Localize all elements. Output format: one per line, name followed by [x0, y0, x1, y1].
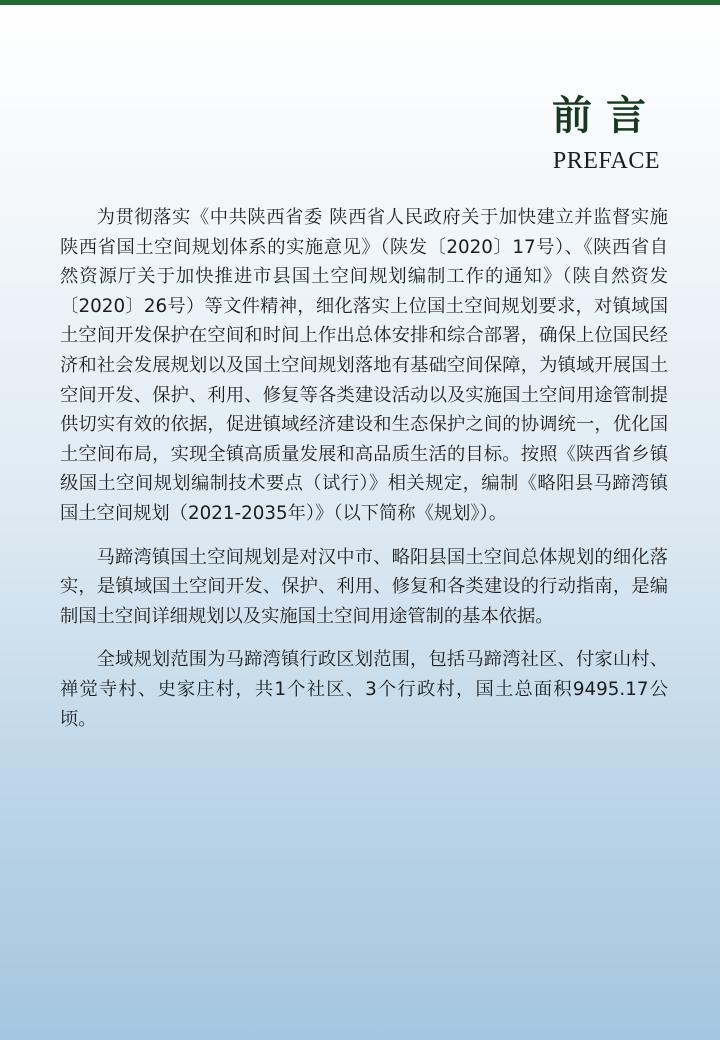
- paragraph-3: 全域规划范围为马蹄湾镇行政区划范围，包括马蹄湾社区、付家山村、禅觉寺村、史家庄村，共1个社区、3个行政村，国土总面积9495.17公顷。: [60, 649, 668, 730]
- page-subtitle: PREFACE: [552, 148, 660, 174]
- page-title: 前言: [552, 92, 660, 139]
- paragraph-2: 马蹄湾镇国土空间规划是对汉中市、略阳县国土空间总体规划的细化落实，是镇域国土空间开发、保护、利用、修复和各类建设的行动指南，是编制国土空间详细规划以及实施国土空间用途管制的基本依据。: [60, 546, 668, 627]
- preface-body: [60, 203, 668, 734]
- paragraph-1: 为贯彻落实《中共陕西省委 陕西省人民政府关于加快建立并监督实施陕西省国土空间规划体系的实施意见》（陕发〔2020〕17号）、《陕西省自然资源厅关于加快推进市县国土空间规划编制工作的通知》（陕自然资发〔2020〕26号）等文件精神，细化落实上位国土空间规划要求，对镇域国土空间开发保护在空间和时间上作出总体安排和综合部署，确保上位国民经济和社会发展规划以及国土空间规划落地有基础空间保障，为镇域开展国土空间开发、保护、利用、修复等各类建设活动以及实施国土空间用途管制提供切实有效的依据，促进镇域经济建设和生态保护之间的协调统一，优化国土空间布局，实现全镇高质量发展和高品质生活的目标。按照《陕西省乡镇级国土空间规划编制技术要点（试行）》相关规定，编制《略阳县马蹄湾镇国土空间规划（2021-2035年）》（以下简称《规划》）。: [60, 207, 668, 524]
- top-accent-bar: [0, 0, 720, 5]
